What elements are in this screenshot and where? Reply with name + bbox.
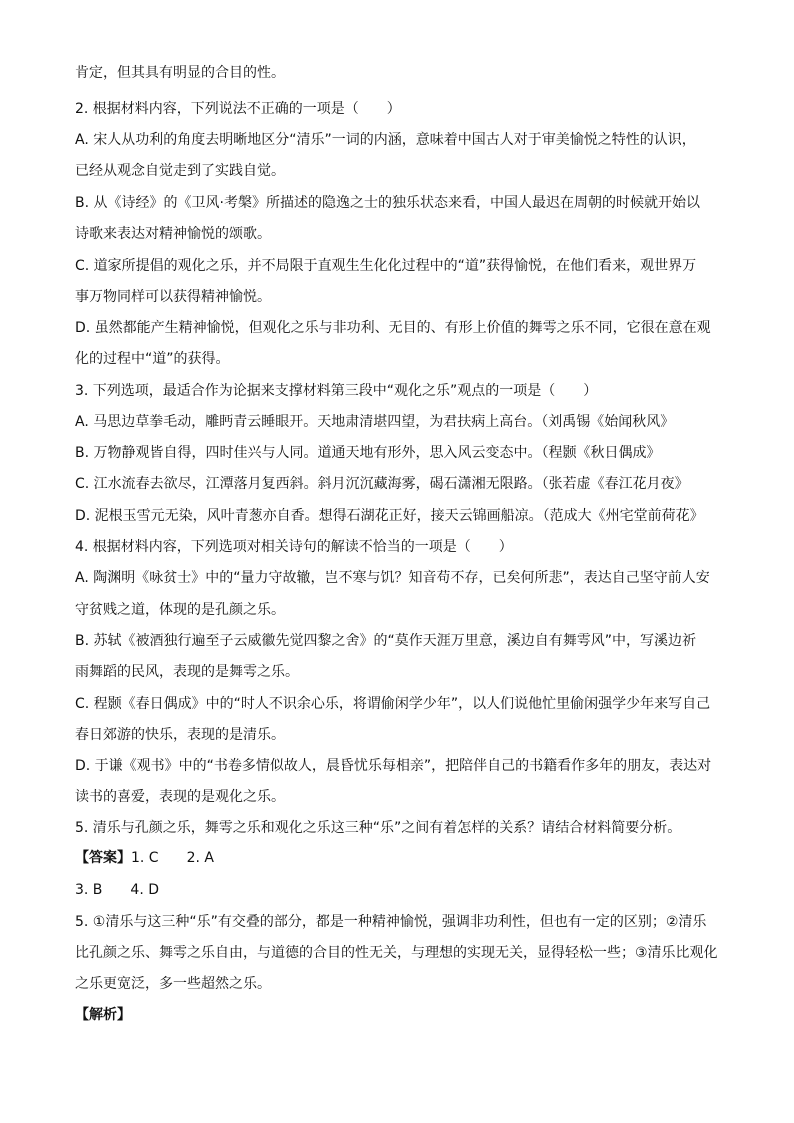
answer-row-2: 3. B 4. D [75,882,159,898]
text-line: 已经从观念自觉走到了实践自觉。 [75,163,285,179]
answer-q5-line: 5. ①清乐与这三种“乐”有交叠的部分，都是一种精神愉悦，强调非功利性，但也有一定的区别；②清乐 [75,914,707,930]
question-3-option-b: B. 万物静观皆自得，四时佳兴与人同。道通天地有形外，思入风云变态中。（程颢《秋日偶成》 [75,445,661,461]
question-2-option-b: B. 从《诗经》的《卫风·考槃》所描述的隐逸之士的独乐状态来看，中国人最迟在周朝的时候就开始以 [75,195,700,211]
question-2-option-d: D. 虽然都能产生精神愉悦，但观化之乐与非功利、无目的、有形上价值的舞雩之乐不同，它很在意在观 [75,320,711,336]
text-line: 肯定，但其具有明显的合目的性。 [75,65,285,81]
answer-values: 1. C 2. A [131,850,214,866]
text-line: 雨舞蹈的民风，表现的是舞雩之乐。 [75,664,299,680]
answer-row-1 [75,848,735,868]
answer-q5-line: 比孔颜之乐、舞雩之乐自由，与道德的合目的性无关，与理想的实现无关，显得轻松一些；③清乐比观化 [75,945,718,961]
question-4-option-a: A. 陶渊明《咏贫士》中的“量力守故辙，岂不寒与饥？知音苟不存，已矣何所悲”，表达自己坚守前人安 [75,570,710,586]
text-line: 事万物同样可以获得精神愉悦。 [75,289,271,305]
question-4-option-b: B. 苏轼《被酒独行遍至子云威徽先觉四黎之舍》的“莫作天涯万里意，溪边自有舞雩风”中，写溪边祈 [75,633,697,649]
analysis-label: 【解析】 [75,1007,131,1023]
question-3-stem: 3. 下列选项，最适合作为论据来支撑材料第三段中“观化之乐”观点的一项是（ ） [75,383,598,399]
text-line: 守贫贱之道，体现的是孔颜之乐。 [75,602,285,618]
question-2-stem: 2. 根据材料内容，下列说法不正确的一项是（ ） [75,101,401,117]
answer-q5-line: 之乐更宽泛，多一些超然之乐。 [75,976,271,992]
question-2-option-a: A. 宋人从功利的角度去明晰地区分“清乐”一词的内涵，意味着中国古人对于审美愉悦之特性的认识， [75,132,696,148]
question-3-option-c: C. 江水流春去欲尽，江潭落月复西斜。斜月沉沉藏海雾，碣石潇湘无限路。（张若虚《春江花月夜》 [75,476,689,492]
question-3-option-d: D. 泥根玉雪元无染，风叶青葱亦自香。想得石湖花正好，接天云锦画船凉。（范成大《州宅堂前荷花》 [75,508,704,524]
question-3-option-a: A. 马思边草拳毛动，雕眄青云睡眼开。天地肃清堪四望，为君扶病上高台。（刘禹锡《始闻秋风》 [75,414,675,430]
text-line: 诗歌来表达对精神愉悦的颂歌。 [75,226,271,242]
question-5-stem: 5. 清乐与孔颜之乐，舞雩之乐和观化之乐这三种“乐”之间有着怎样的关系？请结合材料简要分析。 [75,820,682,836]
question-4-option-c: C. 程颢《春日偶成》中的“时人不识余心乐，将谓偷闲学少年”，以人们说他忙里偷闲强学少年来写自己 [75,696,711,712]
text-line: 化的过程中“道”的获得。 [75,351,230,367]
question-2-option-c: C. 道家所提倡的观化之乐，并不局限于直观生生化化过程中的“道”获得愉悦，在他们看来，观世界万 [75,258,697,274]
question-4-stem: 4. 根据材料内容，下列选项对相关诗句的解读不恰当的一项是（ ） [75,539,513,555]
question-4-option-d: D. 于谦《观书》中的“书卷多情似故人，晨昏忧乐每相亲”，把陪伴自己的书籍看作多年的朋友，表达对 [75,758,712,774]
text-line: 读书的喜爱，表现的是观化之乐。 [75,789,285,805]
answer-label: 【答案】 [75,850,131,866]
text-line: 春日郊游的快乐，表现的是清乐。 [75,727,285,743]
